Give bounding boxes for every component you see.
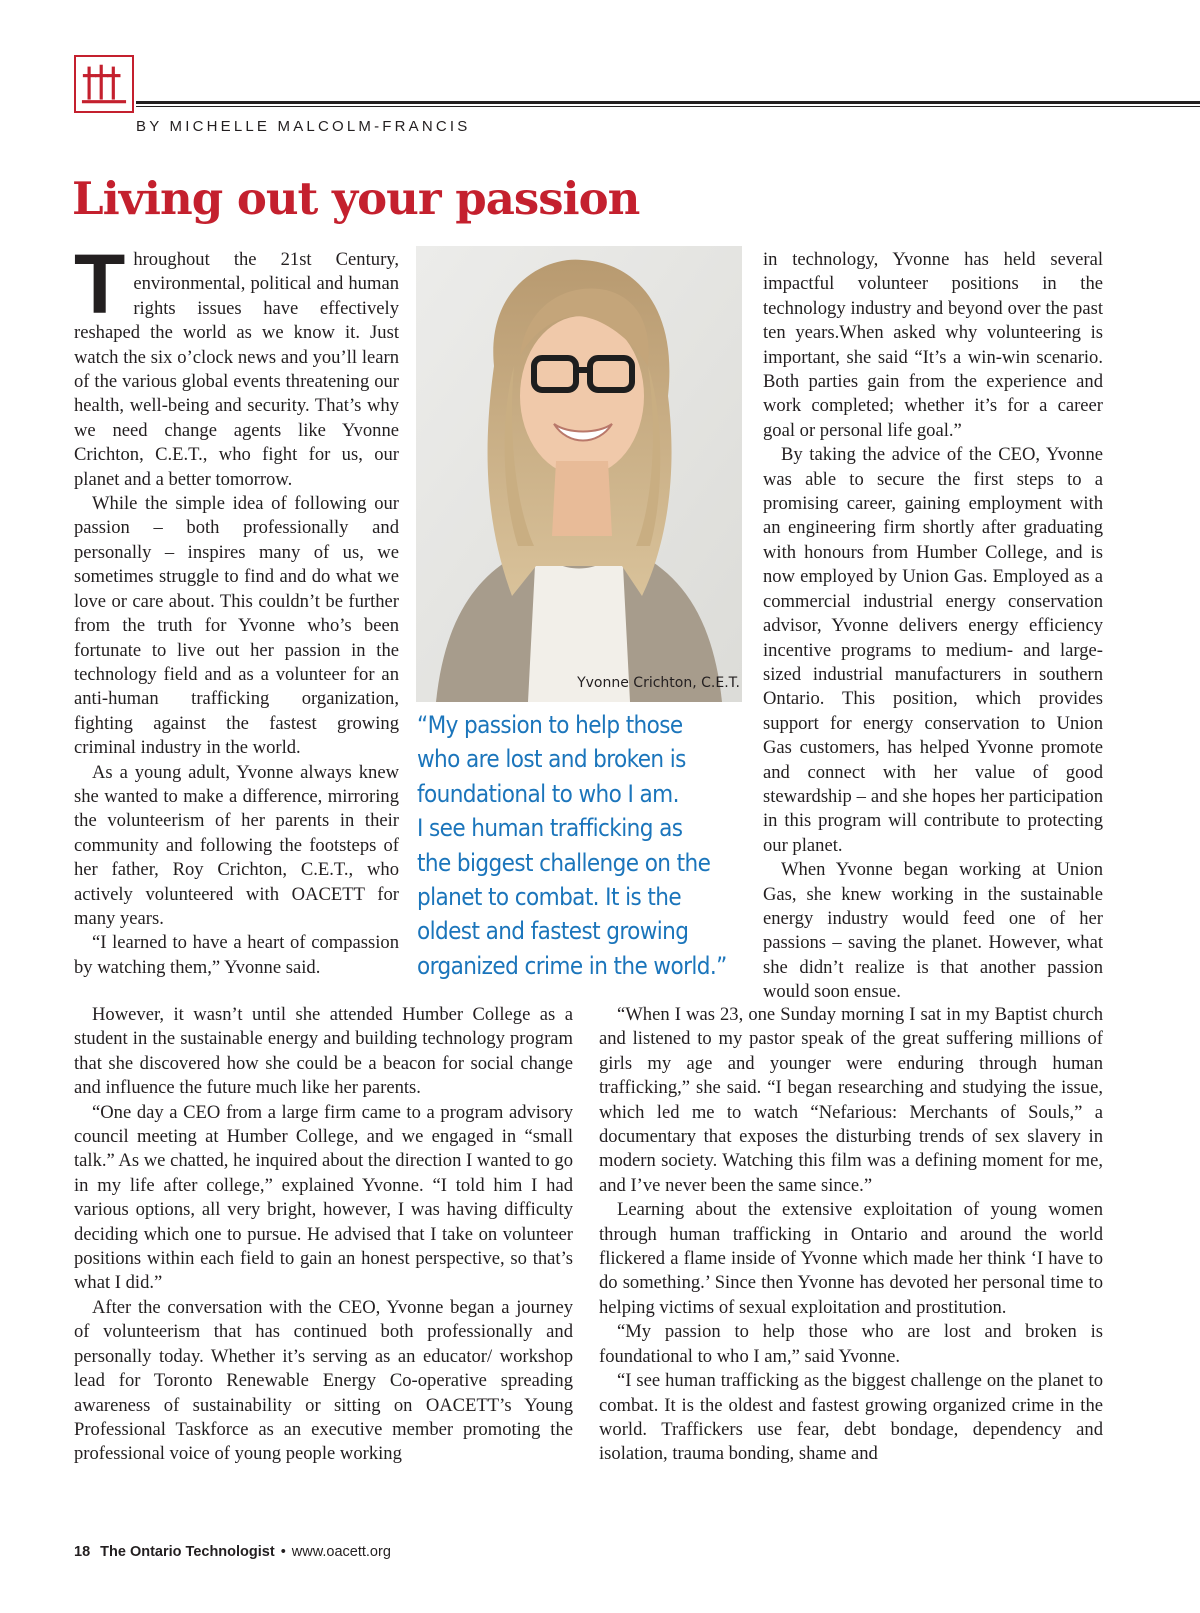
paragraph: By taking the advice of the CEO, Yvonne was able to secure the first steps to a promising career, gaining employment with an engineering firm shortly after graduating with honours from Humber College, and is now employed by Union Gas. Employed as a commercial industrial energy conservation advisor, Yvonne delivers energy efficiency incentive programs to medium- and large-sized industrial manufacturers in southern Ontario. This position, which provides support for energy conservation to Union Gas customers, has helped Yvonne promote and connect with her value of good stewardship – and she hopes her participation in this program will contribute to protecting our planet. bbox=[763, 444, 1103, 856]
paragraph: After the conversation with the CEO, Yvonne began a journey of volunteerism that has continued both professionally and personally today. Whether it’s serving as an educator/ workshop lead for Toronto Renewable Energy Co-operative spreading awareness of sustainability or sitting on OACETT’s Young Professional Taskforce as an executive member promoting the professional voice of young people working bbox=[74, 1296, 573, 1465]
paragraph: Learning about the extensive exploitation of young women through human trafficking in Ontario and around the world flickered a flame inside of Yvonne which made her think ‘I have to do something.’ Since then Yvonne has devoted her personal time to helping victims of sexual exploitation and prostitution. bbox=[599, 1199, 1103, 1318]
portrait-photo bbox=[416, 246, 742, 702]
byline: BY MICHELLE MALCOLM-FRANCIS bbox=[136, 118, 471, 135]
paragraph: When Yvonne began working at Union Gas, she knew working in the sustainable energy industry would feed one of her passions – saving the planet. However, what she didn’t realize is that another passion would soon ensue. bbox=[763, 859, 1103, 1003]
article-column-right bbox=[763, 248, 1103, 1005]
paragraph: “One day a CEO from a large firm came to a program advisory council meeting at Humber College, and we engaged in “small talk.” As we chatted, he inquired about the direction I wanted to go in my life after college,” explained Yvonne. “I told him I had various options, all very bright, however, I was having difficulty deciding which one to pursue. He advised that I take on volunteer positions within each field to gain an honest perspective, so that’s what I did.” bbox=[74, 1101, 573, 1294]
paragraph: While the simple idea of following our passion – both professionally and personally – inspires many of us, we sometimes struggle to find and do what we love or care about. This couldn’t be further from the truth for Yvonne who’s been fortunate to live out her passion in the technology field and as a volunteer for an anti-human trafficking organization, fighting against the fastest growing criminal industry in the world. bbox=[74, 493, 399, 759]
header-rule bbox=[136, 101, 1200, 104]
paragraph: “I learned to have a heart of compassion by watching them,” Yvonne said. bbox=[74, 932, 399, 978]
article-headline: Living out your passion bbox=[72, 172, 640, 225]
pull-quote: “My passion to help those who are lost and broken is foundational to who I am. I see human trafficking as the biggest challenge on the planet to combat. It is the oldest and fastest growing organized crime in the world.” bbox=[417, 711, 727, 980]
paragraph: “My passion to help those who are lost and broken is foundational to who I am,” said Yvonne. bbox=[599, 1321, 1103, 1367]
intro-text: hroughout the 21st Century, environmental, political and human rights issues have effectively reshaped the world as we know it. Just watch the six o’clock news and you’ll learn of the various global events threatening our health, well-being and security. That’s why we need change agents like Yvonne Crichton, C.E.T., who fight for us, our planet and a better tomorrow. bbox=[74, 249, 399, 490]
article-column-bottom-left bbox=[74, 1003, 573, 1467]
logo-mark-icon bbox=[76, 57, 132, 111]
paragraph: “When I was 23, one Sunday morning I sat in my Baptist church and listened to my pastor speak of the great suffering millions of girls my age and younger were enduring through human trafficking,” she said. “I began researching and studying the issue, which led me to watch “Nefarious: Merchants of Souls,” a documentary that exposes the disturbing trends of sex slavery in modern society. Watching this film was a defining moment for me, and I’ve never been the same since.” bbox=[599, 1004, 1103, 1196]
publication-logo bbox=[74, 55, 134, 113]
header-rule-thin bbox=[136, 106, 1200, 107]
paragraph: As a young adult, Yvonne always knew she wanted to make a difference, mirroring the volunteerism of her parents in their community and following the footsteps of her father, Roy Crichton, C.E.T., who actively volunteered with OACETT for many years. bbox=[74, 761, 399, 929]
page-footer bbox=[74, 1544, 391, 1560]
article-column-bottom-right bbox=[599, 1003, 1103, 1467]
intro-paragraph bbox=[74, 237, 399, 492]
paragraph: “I see human trafficking as the biggest challenge on the planet to combat. It is the oldest and fastest growing organized crime in the world. Traffickers use fear, debt bondage, dependency and isolation, trauma bonding, shame and bbox=[599, 1370, 1103, 1465]
website-link[interactable]: www.oacett.org bbox=[291, 1544, 391, 1560]
paragraph: However, it wasn’t until she attended Humber College as a student in the sustainable energy and building technology program that she discovered how she could be a beacon for social change and influence the future much like her parents. bbox=[74, 1004, 573, 1099]
page-number: 18 bbox=[74, 1544, 91, 1560]
article-column-left bbox=[74, 237, 399, 980]
paragraph-continued: in technology, Yvonne has held several impactful volunteer positions in the technology industry and beyond over the past ten years.When asked why volunteering is important, she said “It’s a win-win scenario. Both parties gain from the experience and work completed; whether it’s for a career goal or personal life goal.” bbox=[763, 249, 1103, 441]
footer-separator: • bbox=[280, 1544, 286, 1560]
portrait-image-icon bbox=[416, 246, 742, 702]
photo-caption: Yvonne Crichton, C.E.T. bbox=[577, 675, 740, 691]
publication-name: The Ontario Technologist bbox=[100, 1544, 275, 1560]
drop-cap: T bbox=[74, 237, 126, 331]
